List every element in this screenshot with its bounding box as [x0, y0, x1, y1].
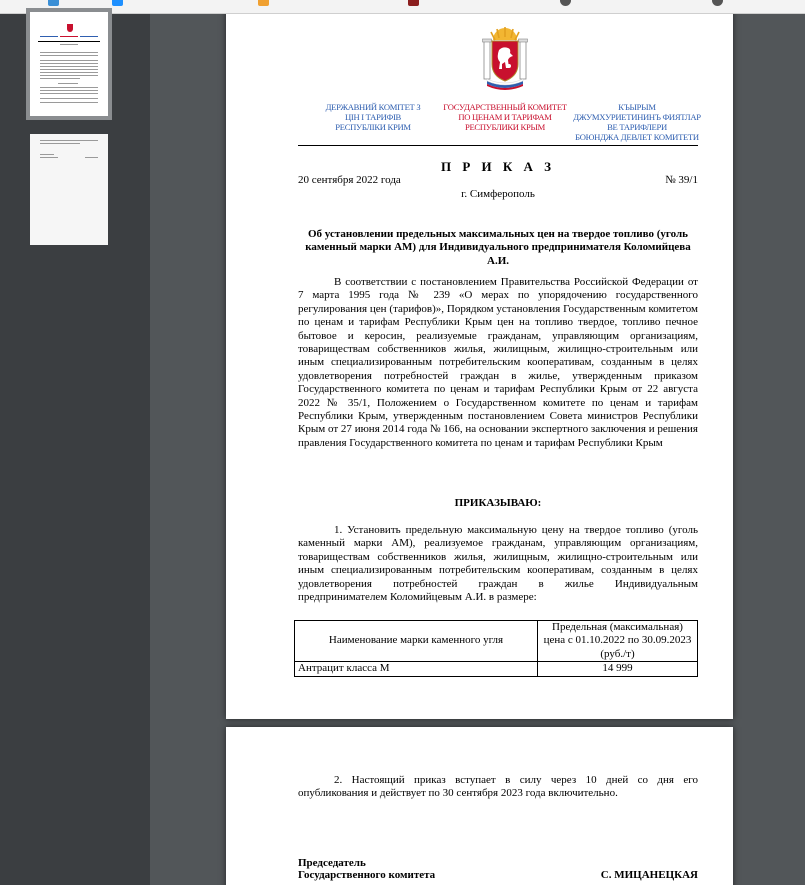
document-page-1 — [226, 14, 733, 719]
toolbar-icon[interactable] — [560, 0, 571, 6]
header-rule — [298, 145, 698, 146]
preamble-paragraph: В соответствии с постановлением Правительства Российской Федерации от 7 марта 1995 года № 239 «О мерах по упорядочению государственного регулирования цен (тарифов)», Порядком установления Государственным комитетом по ценам и тарифам Республики Крым цен на топливо твердое, топливо печное бытовое и керосин, реализуемые гражданам, управляющим организациям, товариществам собственников жилья, жилищным, жилищно-строительным или иным специализированным потребительским кооперативам, созданным в целях удовлетворения потребностей граждан в жилье, утвержденным приказом Государственного комитета по ценам и тарифам Республики Крым от 22 августа 2022 № 35/1, Положением о Государственном комитете по ценам и тарифам Республики Крым, утвержденным постановлением Совета министров Республики Крым от 27 июня 2014 года № 166, на основании экспертного заключения и решения правления Государственного комитета по ценам и тарифам Республики Крым — [298, 276, 698, 449]
order-item-2: 2. Настоящий приказ вступает в силу через 10 дней со дня его опубликования и действует по 30 сентября 2023 года включительно. — [298, 774, 698, 800]
table-header-max-price: Предельная (максимальная) цена с 01.10.2022 по 30.09.2023 (руб./т) — [538, 621, 698, 662]
toolbar-icon[interactable] — [48, 0, 59, 6]
document-title: П Р И К А З — [440, 159, 556, 174]
document-date: 20 сентября 2022 года — [298, 174, 401, 186]
orders-heading: ПРИКАЗЫВАЮ: — [454, 497, 542, 509]
crimea-coat-of-arms-icon — [481, 26, 529, 90]
document-city: г. Симферополь — [461, 188, 535, 200]
page-thumbnail-2[interactable] — [30, 134, 108, 245]
table-row — [295, 662, 698, 676]
price-table — [294, 620, 698, 677]
page-thumbnail-1[interactable] — [30, 12, 108, 116]
signature-block — [298, 857, 698, 881]
document-subject: Об установлении предельных максимальных цен на твердое топливо (уголь каменный марки АМ) для Индивидуального предпринимателя Коломийцева А.И. — [305, 228, 691, 267]
document-viewer[interactable] — [150, 14, 805, 885]
table-header-coal-grade: Наименование марки каменного угля — [295, 621, 538, 662]
order-item-1: 1. Установить предельную максимальную цену на твердое топливо (уголь каменный марки АМ), реализуемое гражданам, управляющим организациям, товариществам собственников жилья, жилищным, жилищно-строительным или иным специализированным потребительским кооперативам, созданным в целях удовлетворения потребностей граждан в жилье Индивидуальным предпринимателем Коломийцевым А.И. в размере: — [298, 524, 698, 604]
header-ukrainian: ДЕРЖАВНИЙ КОМІТЕТ З ЦІН І ТАРИФІВ РЕСПУБЛІКИ КРИМ — [325, 102, 421, 132]
header-crimean-tatar: КЪЫРЫМ ДЖУМХУРИЕТИНИНЪ ФИЯТЛАР ВЕ ТАРИФЛЕРИ БОЮНДЖА ДЕВЛЕТ КОМИТЕТИ — [573, 102, 701, 142]
toolbar-icon[interactable] — [258, 0, 269, 6]
document-page-2 — [226, 727, 733, 885]
toolbar-icon[interactable] — [408, 0, 419, 6]
table-cell-coal-grade: Антрацит класса М — [295, 662, 538, 676]
toolbar-icon[interactable] — [712, 0, 723, 6]
toolbar — [0, 0, 805, 14]
document-number: № 39/1 — [665, 174, 698, 186]
signature-title-line1: Председатель — [298, 857, 366, 869]
thumbnail-sidebar — [0, 14, 150, 885]
signature-title-line2: Государственного комитета — [298, 869, 436, 881]
signature-name: С. МИЦАНЕЦКАЯ — [600, 869, 698, 881]
header-russian: ГОСУДАРСТВЕННЫЙ КОМИТЕТ ПО ЦЕНАМ И ТАРИФАМ РЕСПУБЛИКИ КРЫМ — [443, 102, 567, 132]
table-cell-price: 14 999 — [538, 662, 698, 676]
toolbar-icon[interactable] — [112, 0, 123, 6]
